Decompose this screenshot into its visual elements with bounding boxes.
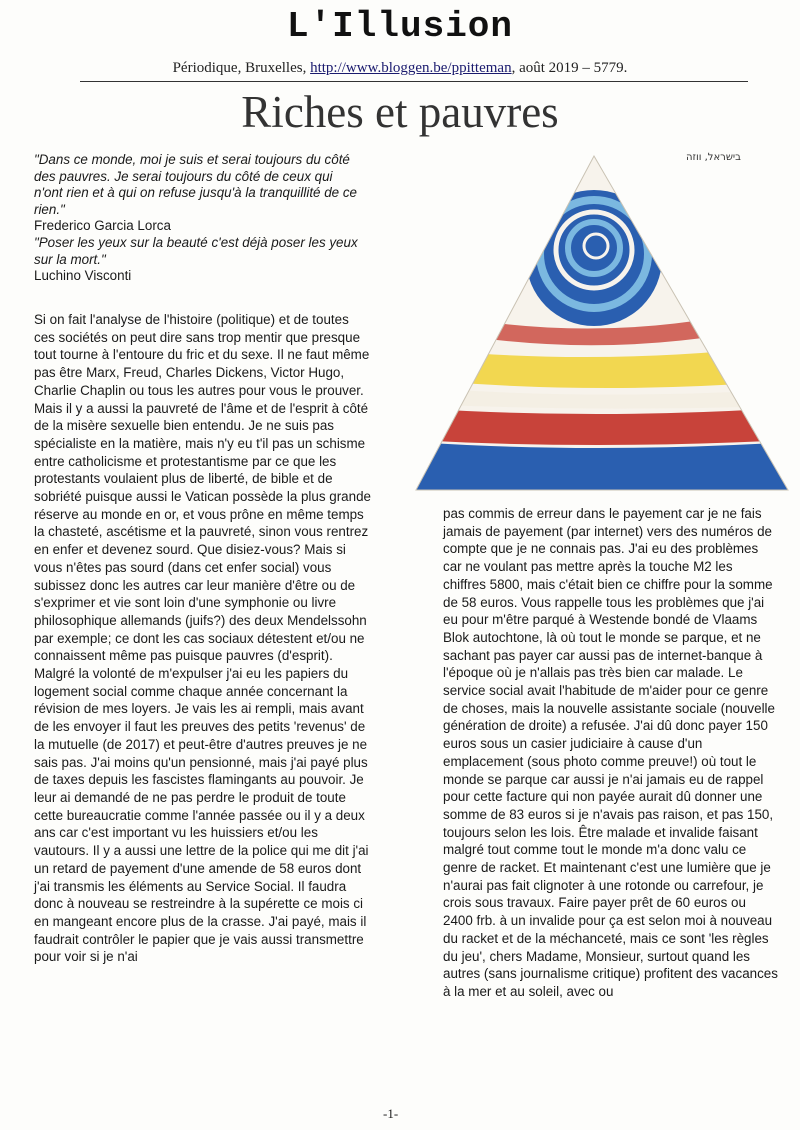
pyramid-painting bbox=[414, 150, 792, 500]
article-text-left: Si on fait l'analyse de l'histoire (politique) et de toutes ces sociétés on peut dire sans trop mentir que presque tout tourne à l'entoure du fric et du sexe. Il ne faut même pas être Marx, Freud, Charles Dickens, Victor Hugo, Charlie Chaplin ou tous les autres pour vous le prouver. Mais il y a aussi la pauvreté de l'âme et de l'esprit à côté de la misère sexuelle bien entendu. Je ne suis pas spécialiste en la matière, mais n'y eu t'il pas un schisme entre catholicisme et protestantisme par ce que les protestants voulaient plus de liberté, de bible et de sobriété puisque aussi le Vatican possède la plus grande réserve au monde en or, et vous prône en même temps la chasteté, ascétisme et la pauvreté, sinon vous rentrez en enfer et devenez sourd. Que disiez-vous? Mais si vous n'êtes pas sourd (dans cet enfer social) vous subissez donc les autres car leur manière d'être ou de s'exprimer et vie sont loin d'une symphonie ou livre philosophique allemands (juifs?) des deux Mendelssohn par exemple; ce dont les cas sociaux détestent et/ou ne connaissent même pas puisque pauvres (d'esprit). Malgré la volonté de m'expulser j'ai eu les papiers du logement social comme chaque année concernant la révision de mes loyers. Je vais les ai rempli, mais avant de les envoyer il faut les preuves des petits 'revenus' de la mutuelle (de 2017) et peut-être d'autres preuves je ne sais pas. J'ai moins qu'un pensionné, mais j'ai payé plus de taxes depuis les fascistes flamingants au pouvoir. Je leur ai demandé de ne pas perdre le produit de toute cette bureaucratie comme l'année passée ou il y a deux ans car c'est important vu les huissiers et/ou les vautours. Il y a aussi une lettre de la police qui me dit j'ai un retard de payement d'une amende de 58 euros dont j'ai transmis les éléments au Service Social. Il faudra donc à nouveau se restreindre à la supérette ce mois ci en mangeant encore plus de la crasse. J'ai payé, mais il faudrait contrôler le papier que je vais aussi transmettre pour voir si je n'ai bbox=[34, 312, 371, 965]
quote-visconti: "Poser les yeux sur la beauté c'est déjà poser les yeux sur la mort." bbox=[34, 234, 358, 267]
blue-base bbox=[414, 442, 792, 500]
publication-place: Périodique, Bruxelles, bbox=[172, 60, 311, 76]
epigraph-quotes bbox=[34, 152, 364, 285]
quote-author-visconti: Luchino Visconti bbox=[34, 268, 132, 284]
page-number: -1- bbox=[383, 1106, 399, 1121]
quote-author-lorca: Frederico Garcia Lorca bbox=[34, 218, 171, 234]
quote-lorca: "Dans ce monde, moi je suis et serai toujours du côté des pauvres. Je serai toujours du côté de ceux qui n'ont rien et à qui on refuse jusqu'à la tranquillité de ce rien." bbox=[34, 152, 357, 217]
article-headline: Riches et pauvres bbox=[241, 87, 559, 137]
header-divider bbox=[80, 81, 748, 82]
spiral-center bbox=[584, 234, 608, 258]
article-column-left bbox=[34, 311, 372, 966]
masthead-title: L'Illusion bbox=[286, 6, 514, 47]
article-text-right: pas commis de erreur dans le payement car je ne fais jamais de payement (par internet) vers des numéros de compte que je ne connais pas. J'ai eu des problèmes car ne voulant pas mettre après la touche M2 les chiffres 5800, mais c'était bien ce chiffre pour la somme de 58 euros. Vous rappelle tous les problèmes que j'ai eu pour m'être parqué à Westende bondé de Vlaams Blok autochtone, là où tout le monde se parque, et ne sachant pas payer car aussi pas de internet-banque à l'époque où je n'allais pas très bien car malade. Le service social avait l'habitude de m'aider pour ce genre de choses, mais la nouvelle assistante sociale (nouvelle génération de droite) a refusée. J'ai dû donc payer 150 euros sous un casier judiciaire à cause d'un emplacement (sous photo comme preuve!) où tout le monde se parque car aussi je n'ai jamais eu de rappel pour cette facture qui non payée aurait dû donner une somme de 83 euros si je n'avais pas raison, et pas 150, toujours selon les lois. Être malade et invalide faisant malgré tout comme tout le monde m'a donc valu ce genre de racket. Et maintenant c'est une lumière que je n'aurai pas fait clignoter à une rotonde ou carrefour, je crois sous travaux. Faire payer prêt de 60 euros ou 2400 frb. à un invalide pour ça est selon moi à nouveau du racket et de la méchanceté, mais ce sont 'les règles du jeu', chers Madame, Monsieur, surtout quand les autres (sans journalisme critique) profitent des vacances à la mer et au soleil, avec ou bbox=[443, 506, 778, 999]
article-column-right bbox=[443, 505, 778, 1001]
publication-date: , août 2019 – 5779. bbox=[511, 60, 628, 76]
painted-pyramid-image bbox=[414, 150, 792, 500]
blog-link[interactable]: http://www.bloggen.be/ppitteman bbox=[310, 60, 512, 76]
publication-info bbox=[0, 60, 800, 77]
image-caption: בישראל, ווזה bbox=[686, 152, 741, 163]
